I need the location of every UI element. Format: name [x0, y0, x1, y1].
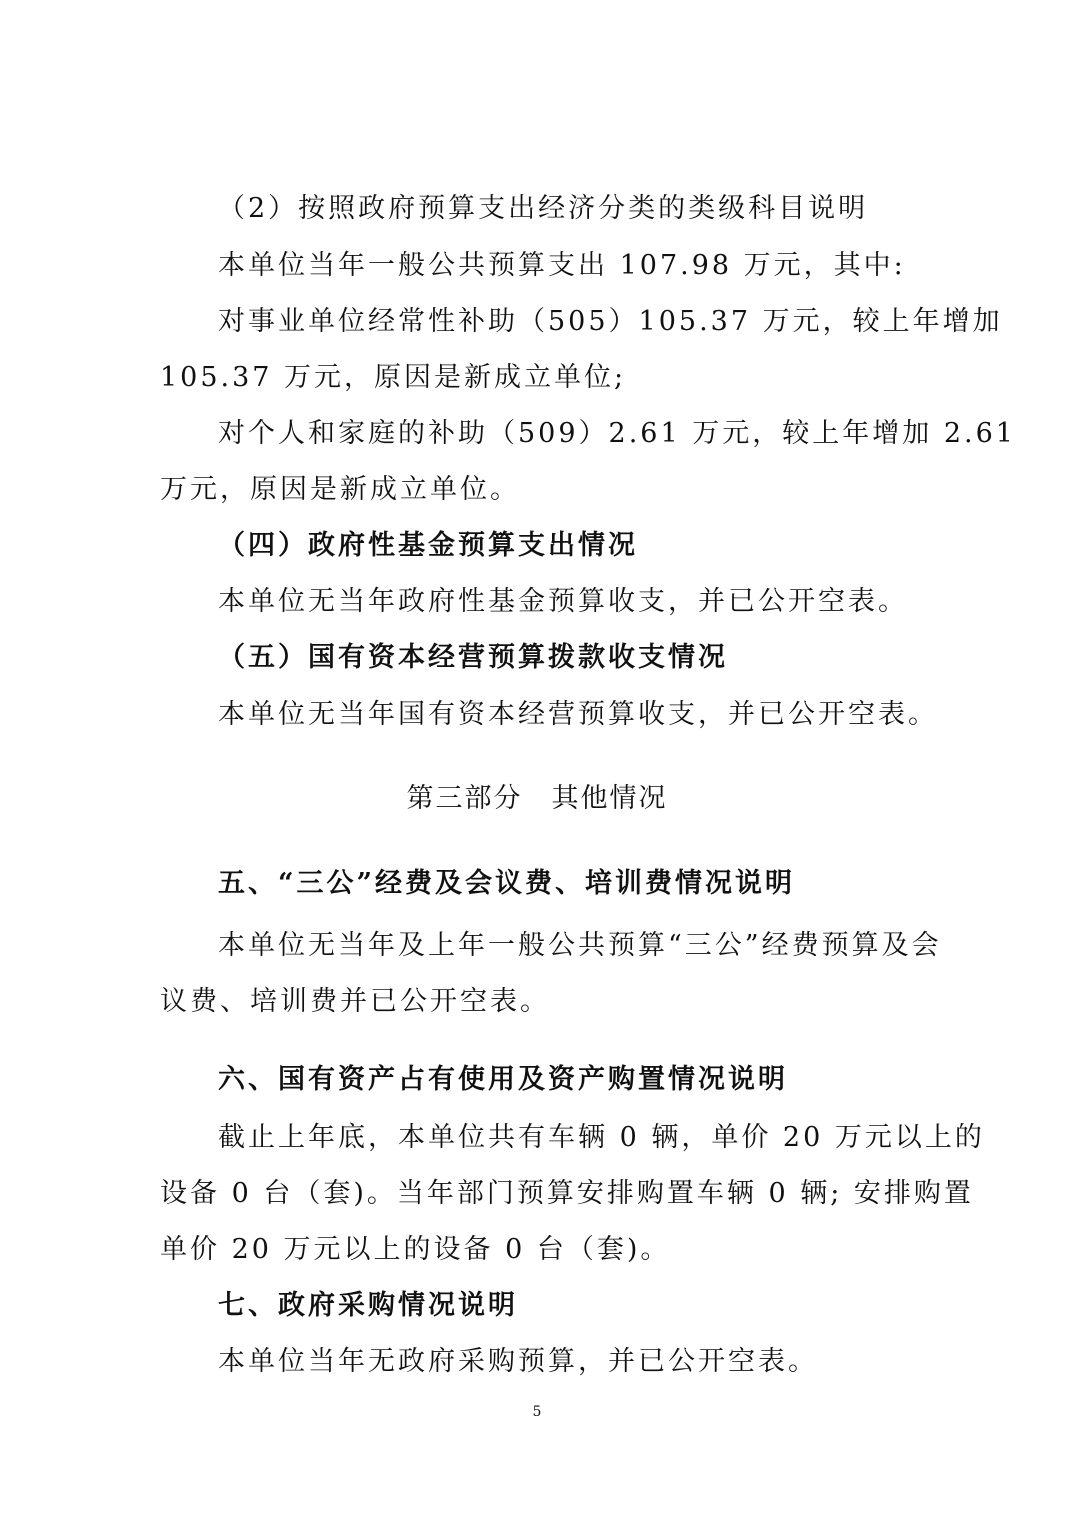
paragraph-general-budget-total: 本单位当年一般公共预算支出 107.98 万元，其中:	[218, 250, 906, 281]
paragraph-state-capital: 本单位无当年国有资本经营预算收支，并已公开空表。	[218, 699, 938, 730]
paragraph-subsidy-509-line1: 对个人和家庭的补助（509）2.61 万元，较上年增加 2.61	[218, 418, 1016, 449]
paragraph-three-public-line1: 本单位无当年及上年一般公共预算“三公”经费预算及会	[218, 930, 942, 961]
paragraph-subsidy-505-line1: 对事业单位经常性补助（505）105.37 万元，较上年增加	[218, 306, 1003, 337]
page-number: 5	[532, 1404, 542, 1420]
section-heading-procurement: 七、政府采购情况说明	[218, 1290, 518, 1321]
paragraph-procurement: 本单位当年无政府采购预算，并已公开空表。	[218, 1346, 818, 1377]
paragraph-state-assets-line3: 单价 20 万元以上的设备 0 台（套)。	[160, 1234, 671, 1265]
section-heading-three-public: 五、“三公”经费及会议费、培训费情况说明	[218, 868, 796, 899]
section-heading-state-assets: 六、国有资产占有使用及资产购置情况说明	[218, 1064, 788, 1095]
paragraph-three-public-line2: 议费、培训费并已公开空表。	[160, 986, 550, 1017]
paragraph-subsidy-509-line2: 万元，原因是新成立单位。	[160, 474, 520, 505]
part-title-other: 第三部分 其他情况	[406, 783, 668, 814]
paragraph-subheading-economic-classification: （2）按照政府预算支出经济分类的类级科目说明	[218, 193, 869, 224]
paragraph-subsidy-505-line2: 105.37 万元，原因是新成立单位;	[160, 362, 627, 393]
section-heading-government-fund: （四）政府性基金预算支出情况	[218, 530, 638, 561]
paragraph-government-fund: 本单位无当年政府性基金预算收支，并已公开空表。	[218, 586, 908, 617]
section-heading-state-capital: （五）国有资本经营预算拨款收支情况	[218, 642, 728, 673]
paragraph-state-assets-line1: 截止上年底，本单位共有车辆 0 辆，单价 20 万元以上的	[218, 1122, 985, 1153]
paragraph-state-assets-line2: 设备 0 台（套)。当年部门预算安排购置车辆 0 辆; 安排购置	[160, 1178, 974, 1209]
